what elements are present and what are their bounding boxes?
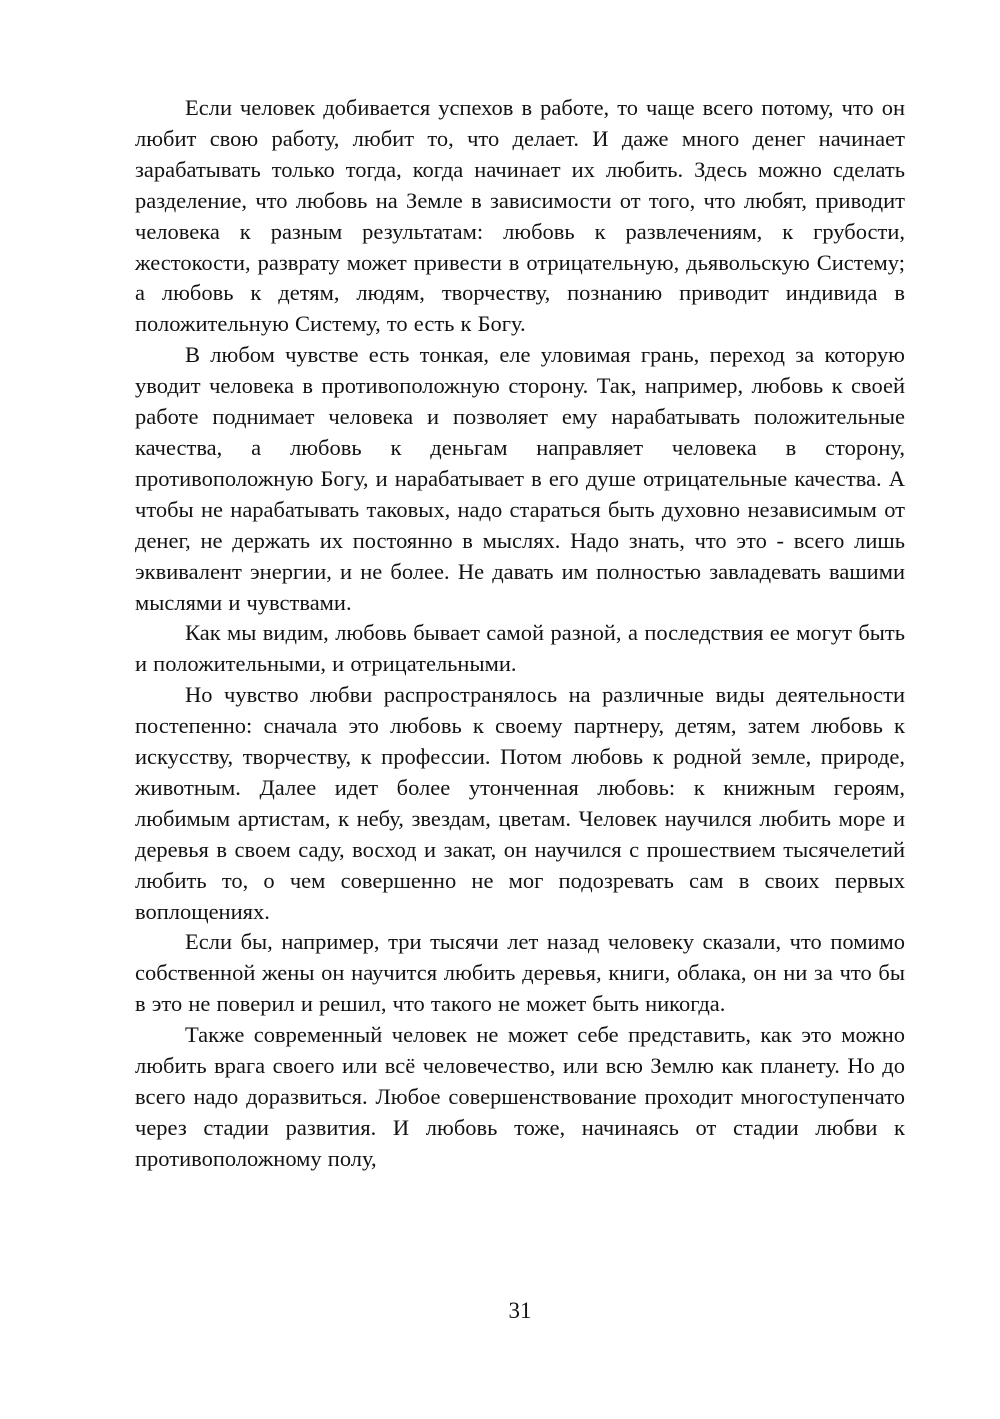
paragraph: Как мы видим, любовь бывает самой разной, а последствия ее могут быть и положительными, и отрицательными.	[135, 620, 905, 677]
page-number: 31	[508, 1298, 532, 1323]
paragraph: Если человек добивается успехов в работе, то чаще всего потому, что он любит свою работу, любит то, что делает. И даже много денег начинает зарабатывать только тогда, когда начинает их любить. Здесь можно сделать разделение, что любовь на Земле в зависимости от того, что любят, приводит человека к разным результатам: любовь к развлечениям, к грубости, жестокости, разврату может привести в отрицательную, дьявольскую Систему; а любовь к детям, людям, творчеству, познанию приводит индивида в положительную Систему, то есть к Богу.	[135, 95, 905, 337]
paragraph: Но чувство любви распространялось на различные виды деятельности постепенно: сначала это любовь к своему партнеру, детям, затем любовь к искусству, творчеству, к профессии. Потом любовь к родной земле, природе, животным. Далее идет более утонченная любовь: к книжным героям, любимым артистам, к небу, звездам, цветам. Человек научился любить море и деревья в своем саду, восход и закат, он научился с прошествием тысячелетий любить то, о чем совершенно не мог подозревать сам в своих первых воплощениях.	[135, 682, 905, 924]
paragraph: Также современный человек не может себе представить, как это можно любить врага своего или всё человечество, или всю Землю как планету. Но до всего надо доразвиться. Любое совершенствование проходит многоступенчато через стадии развития. И любовь тоже, начинаясь от стадии любви к противоположному полу,	[135, 1022, 905, 1171]
paragraph: Если бы, например, три тысячи лет назад человеку сказали, что помимо собственной жены он научится любить деревья, книги, облака, он ни за что бы в это не поверил и решил, что такого не может быть никогда.	[135, 929, 905, 1017]
paragraph: В любом чувстве есть тонкая, еле уловимая грань, переход за которую уводит человека в противоположную сторону. Так, например, любовь к своей работе поднимает человека и позволяет ему нарабатывать положительные качества, а любовь к деньгам направляет человека в сторону, противоположную Богу, и нарабатывает в его душе отрицательные качества. А чтобы не нарабатывать таковых, надо стараться быть духовно независимым от денег, не держать их постоянно в мыслях. Надо знать, что это - всего лишь эквивалент энергии, и не более. Не давать им полностью завладевать вашими мыслями и чувствами.	[135, 342, 905, 615]
page-text	[135, 93, 905, 1175]
